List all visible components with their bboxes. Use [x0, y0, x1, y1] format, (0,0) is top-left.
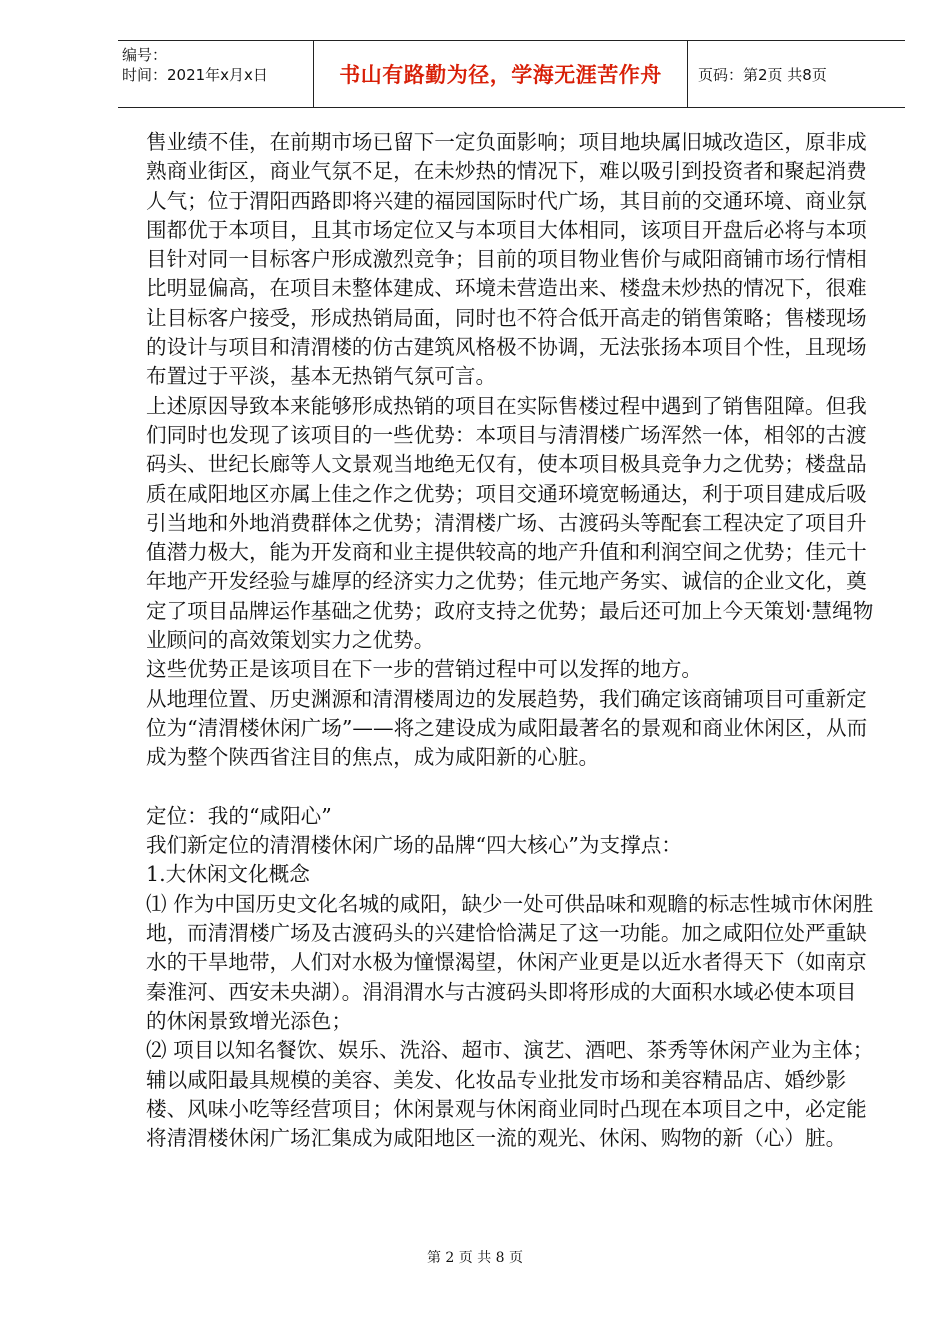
body-paragraph: 这些优势正是该项目在下一步的营销过程中可以发挥的地方。: [146, 657, 703, 682]
page-header: [118, 40, 905, 108]
body-paragraph: 售业绩不佳，在前期市场已留下一定负面影响；项目地块属旧城改造区，原非成熟商业街区，商业气氛不足，在未炒热的情况下，难以吸引到投资者和聚起消费人气；位于渭阳西路即将兴建的福园国际时代广场，其目前的交通环境、商业氛围都优于本项目，且其市场定位又与本项目大体相同，该项目开盘后必将与本项目针对同一目标客户形成激烈竞争；目前的项目物业售价与咸阳商铺市场行情相比明显偏高，在项目未整体建成、环境未营造出来、楼盘未炒热的情况下，很难让目标客户接受，形成热销局面，同时也不符合低开高走的销售策略；售楼现场的设计与项目和清渭楼的仿古建筑风格极不协调，无法张扬本项目个性，且现场布置过于平淡，基本无热销气氛可言。: [146, 130, 867, 389]
document-number-label: 编号：: [122, 46, 168, 64]
list-item: ⑴ 作为中国历史文化名城的咸阳，缺少一处可供品味和观瞻的标志性城市休闲胜地，而清渭楼广场及古渡码头的兴建恰恰满足了这一功能。加之咸阳位处严重缺水的干旱地带，人们对水极为憧憬渴望，休闲产业更是以近水者得天下（如南京秦淮河、西安未央湖）。涓涓渭水与古渡码头即将形成的大面积水域必使本项目的休闲景致增光添色；: [146, 891, 874, 1033]
subsection-heading: 1.大休闲文化概念: [146, 862, 310, 887]
blank-line: [146, 773, 874, 802]
body-paragraph: 上述原因导致本来能够形成热销的项目在实际售楼过程中遇到了销售阻障。但我们同时也发现了该项目的一些优势：本项目与清渭楼广场浑然一体，相邻的古渡码头、世纪长廊等人文景观当地绝无仅有，使本项目极具竞争力之优势；楼盘品质在咸阳地区亦属上佳之作之优势；项目交通环境宽畅通达，利于项目建成后吸引当地和外地消费群体之优势；清渭楼广场、古渡码头等配套工程决定了项目升值潜力极大，能为开发商和业主提供较高的地产升值和利润空间之优势；佳元十年地产开发经验与雄厚的经济实力之优势；佳元地产务实、诚信的企业文化，奠定了项目品牌运作基础之优势；政府支持之优势；最后还可加上今天策划·慧绳物业顾问的高效策划实力之优势。: [146, 393, 874, 653]
document-time-label: 时间：2021年x月x日: [122, 66, 268, 84]
header-page-info: 页码：第2页 共8页: [698, 65, 827, 84]
header-meta: [118, 41, 314, 107]
body-paragraph: 我们新定位的清渭楼休闲广场的品牌“四大核心”为支撑点：: [146, 833, 682, 858]
page-footer: 第 2 页 共 8 页: [426, 1250, 524, 1266]
header-motto: 书山有路勤为径，学海无涯苦作舟: [314, 41, 688, 107]
list-item: ⑵ 项目以知名餐饮、娱乐、洗浴、超市、演艺、酒吧、茶秀等休闲产业为主体；辅以咸阳最具规模的美容、美发、化妆品专业批发市场和美容精品店、婚纱影楼、风味小吃等经营项目；休闲景观与休闲商业同时凸现在本项目之中，必定能将清渭楼休闲广场汇集成为咸阳地区一流的观光、休闲、购物的新（心）脏。: [146, 1038, 874, 1151]
section-heading-positioning: 定位：我的“咸阳心”: [146, 803, 332, 828]
document-body: [146, 128, 874, 1153]
body-paragraph: 从地理位置、历史渊源和清渭楼周边的发展趋势，我们确定该商铺项目可重新定位为“清渭楼休闲广场”——将之建设成为咸阳最著名的景观和商业休闲区，从而成为整个陕西省注目的焦点，成为咸阳新的心脏。: [146, 686, 868, 770]
